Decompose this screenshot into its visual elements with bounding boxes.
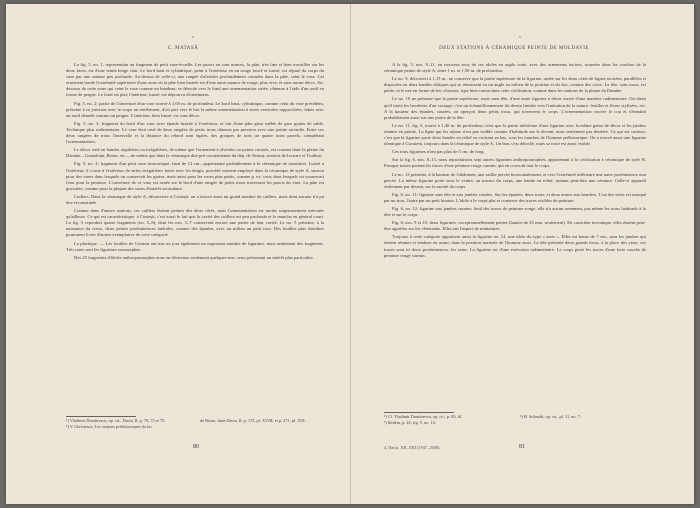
body-paragraph: Fig. 6, no. 11: figurine sans tête et aux jambes cassées. Sur les épaules, deux trous, et deux autres aux hanches. L'un des seins est marqué par un trou, l'autre par un petit bouton. L'idole a le corps plat et conserve des traces visibles de peinture. xyxy=(384,191,646,203)
footnote: ¹) Cf. Vladimir Dumitrescu, op. cit., p. 83, fil. xyxy=(384,414,463,419)
left-body-text xyxy=(66,62,324,261)
body-paragraph: Toujours à cette catégorie appartient aussi la figurine no. 14, une idole du type « assis ». Elles est haute de 7 cm., sans les jambes qui étaient réunies et tendues en avant, dans la position normale de l'homme assis. La tête présente deux grands trous, à la place des yeux; ces traces sont ici deux proéminences, les seins. La figurine est d'une exécution rudimentaire. Le corps porte les traces d'une forte couche de peinture rouge carmin. xyxy=(384,234,646,258)
right-page-footer: 4. Dacia, XII–XIII (1947–1948). xyxy=(384,445,441,450)
body-paragraph: La plastique. — Les fouilles de Costești ont mis au jour également un important nombre de figurines, mais seulement des fragments. Très rares sont les figurines zoomorphes. xyxy=(66,240,324,252)
body-paragraph: Fig. 5, no. 4: fragment d'un petit vase tronconique, haut de 12 cm., appartenant probablement à la céramique de transition. Lustré à l'intérieur, il s'orne à l'extérieur de stries irrégulières faites avec les doigts, procédé souvent employé dans la céramique de style A, surtout pour des vases dans lesquels on conservait les grains, mais aussi pour les vases plus petits, comme p. ex. ceux dans lesquels on conservait l'eau pour la peinture. L'ouverture de ce vase est ornée sur le bord d'une rangée de petits trous traversant les parois du vase. La pâte est grossière, comme pour la plupart des vases d'intérêt secondaire. xyxy=(66,161,324,191)
right-footnote-rule xyxy=(384,412,454,413)
body-paragraph: Le no. 10 ne présente que la partie supérieure, mais sans tête, d'une autre figurine à décor incisé d'une manière rudimentaire. On dirait qu'il imite les broderies d'un corsage; c'est un échantillonnement du dessin limitée vers l'imitation de la nature: feuilles et fleurs stylisées, etc. A la hauteur des épaules, cassées, on aperçoit deux petits trous, qui traversent le corps. L'ornementation couvre le cou et s'étendait probablement aussi sur une partie de la tête. xyxy=(384,96,646,120)
body-paragraph: Ces trois figurines n'ont pas plus de 5 cm. de long. xyxy=(392,149,485,155)
body-paragraph: Le no. 11, fig. 5, trouvé à 1,40 m. de profondeur, n'est que la partie inférieure d'une figurine avec la même genre de décor et les jambes réunies en pointe. La ligne qui les sépare n'est pas visible comme d'habitude sur le devant, mais seulement par derrière. Ce qui est curieux, c'est que la figurine porte deux bandes en relief en croisant en bas, sous les hanches de l'homme préhistorique. On a trouvé aussi une figurine identique à Cucuteni, toujours dans la céramique de style A. Un bras s'est détaché, mais sa trace est aussi visible. xyxy=(384,122,646,147)
left-running-header: C. MATASĂ xyxy=(167,46,199,51)
footnote: ¹) Vladimir Dumitrescu, op. cit., Dacia, II, p. 78, 72 et 75. xyxy=(66,418,166,423)
right-page-number: 81 xyxy=(519,444,525,450)
right-body-text xyxy=(384,62,646,259)
footnote: ²) V. Christescu, Les stations préhistoriques du lac xyxy=(66,423,152,429)
body-paragraph: Fig. 5, no. 3: fragment du bord d'un vase avec épaule lustrée à l'extérieur, et fait d'une pâte grise mêlée de gros grains de sable. Technique plus rudimentaire. Le vase était orné de deux rangées de petits trous obtenus par pression avec une pointe arrondie. Entre ces deux rangées de trous l'intervalle et la distance du rebord sont égales, des groupes de trois un quatre trous parrels, complétant l'ornementation. xyxy=(66,120,324,145)
body-paragraph: Comme dans d'autres stations, ces cuillers étaient peintes des deux côtés, mais l'ornementation est moins soigneusement exécutée qu'ailleurs. Ce qui est caractéristique, à Costești, c'est aussi le fait que la cavité des cuillers est peu profonde et le manche en général court. La fig. 5 reproduit quatre fragments (no. 5–8), dont les nos. 5–7 conservent encore une partie de leur cavité. Le no. 5 présente, à la naissance du creux, deux petites proéminences latérales, comme des épaules, avec au milieu un petit trou. Des feuilles plus étendues pourraient livrer d'autres exemplaires de cette catégorie. xyxy=(66,208,324,238)
body-paragraph: Fig. 6, nos. 9 et 10: deux figurines, exceptionnellement petites (hautes de 35 mm. seulement). De caractère tectonique, elles étaient peut-être agrafées sur les vêtements. Elles ont l'aspect de miniatures. xyxy=(384,220,646,232)
left-footnote-rule xyxy=(66,416,136,417)
right-footnotes xyxy=(384,414,646,425)
body-paragraph: Le no. 13 présente, à la hauteur de l'abdomen, une saillie percée horizontalement, et vers l'extrémité inférieure une autre proéminence non percée. La même figurine porte sous le ventre, au travers du corps, une bande en relief, imitant peut-être une ceinture. Celle-ci apparaît seulement par devant, sur la moitié du corps. xyxy=(384,171,646,189)
body-paragraph: Fig. 5, no. 2: partie de l'ouverture d'un vase trouvé à 1,60 m. de profondeur. Le bord haut, cylindrique, comme celui du vase précédent, présente à sa jonction avec le corps un renflement, d'où part vers le bas la même ornementation à stries verticales rapprochées, faites avec un outil dentelé comme un peigne. L'intérieur, bien lustré, est sans décor. xyxy=(66,100,324,118)
footnote xyxy=(200,424,324,430)
left-page-number: 80 xyxy=(193,444,199,450)
footnote: de Boian, dans Dacia, II, p. 175, pl. XVIII, et p. 271, pl. XIX. xyxy=(200,418,306,423)
left-footnotes xyxy=(66,418,324,429)
footnote xyxy=(520,420,646,426)
footnote: ³) H. Schmidt, op. cit., pl. 11, no. 7. xyxy=(520,414,581,419)
footnote-row xyxy=(384,420,646,426)
body-paragraph: Cuillers. Dans la céramique de style A, découverte à Costești, on a trouvé aussi un grand nombre de cuillers, mais dont aucune n'a pu être reconstituée. xyxy=(66,193,324,205)
book-spread xyxy=(6,4,694,504)
body-paragraph: Sur la fig. 6, nos. 8–13, nous reproduisons sept autres figurines anthropomorphes, appartenant à la civilisation à céramique de style B. Presque toutes portent les traces d'une peinture rouge carmin, qui en couvrait tout le corps. xyxy=(384,157,646,169)
body-paragraph: Fig. 6, no. 12: figurine aux jambes cassées. Seul des traces de peinture rouge, elle n'a aucun ornement, pas même les trous habituels à la tête et sur le corps. xyxy=(384,205,646,218)
body-paragraph: La fig. 5, no. 1, reprezentăm un fragment de petit vase-écuelle. Les parois en sont minces, la pâte, très fine et bien travaillée sur les deux faces, est d'une teinte beige clair. Le bord haut et cylindrique, peint à l'extérieur en un rouge foncé et lustré, est séparé du corps du vase par une rainure peu profonde. Au-dessus de celle-ci, une rangée d'alvéoles profondément creusées dans la pâte, ceint le vase. Cet ornement borde l'extrémité supérieure d'une zone où la pâte bien lustrée est d'une autre nuance de rouge, plus vive, et sans aucun décor. Au-dessous de cette zone qui ceint le vase comme un bandeau, se déroule vers le fond une ornementation striée, obtenue à l'aide d'un outil en forme de peigne. Le fond est plat; l'intérieur, lustré, est dépourvu d'ornements. xyxy=(66,62,324,98)
body-paragraph: A la fig. 5, nos. 9–11, on trouvera trois de ces idoles en argile cuite, avec des ornements incisés, trouvées dans les couches de la céramique peinte de style A, entre 1 m. et 1,50 m. de profondeur. xyxy=(384,62,646,74)
left-roman-marker: v xyxy=(192,34,195,39)
right-running-header: DEUX STATIONS À CÉRAMIQUE PEINTE DE MOLDAVIE xyxy=(439,46,589,51)
body-paragraph: Le no. 9, découvert à 1,15 m., ne conserve que la partie supérieure de la figurine, ornée sur les deux côtés de lignes incisées, parallèles et disposées en deux bandes obliques qui se réunissent en un angle au milieu de la poitrine et du dos, comme des croix. La tête, sans trous, est petite, et le nez en forme de bec d'oiseau, type bien connu dans cette civilisation, comme dans les stations de la plaine du Danube. xyxy=(384,76,646,94)
left-page xyxy=(6,4,350,504)
body-paragraph: Le décor strié en bandes régulières ou irrégulières, de même que l'ornement à alvéoles ou points creusés, est courant dans la plaine du Danube—Gumelnița, Boian, etc.—de même que dans la céramique dite pré-cucutenienne du dép. de Neamț, stations de Izvoare et Trudești. xyxy=(66,147,324,159)
right-roman-marker: v xyxy=(519,34,522,39)
right-page xyxy=(351,4,695,504)
footnote-row xyxy=(66,424,324,430)
body-paragraph: Des 25 fragments d'idoles anthropomorphes nous en décrivons seulement quelques-uns, ceux présentant un intérêt plus particulier. xyxy=(74,254,314,260)
footnote: ²) Ibidem, p. 24, fig. 5, no. 14. xyxy=(384,419,436,425)
